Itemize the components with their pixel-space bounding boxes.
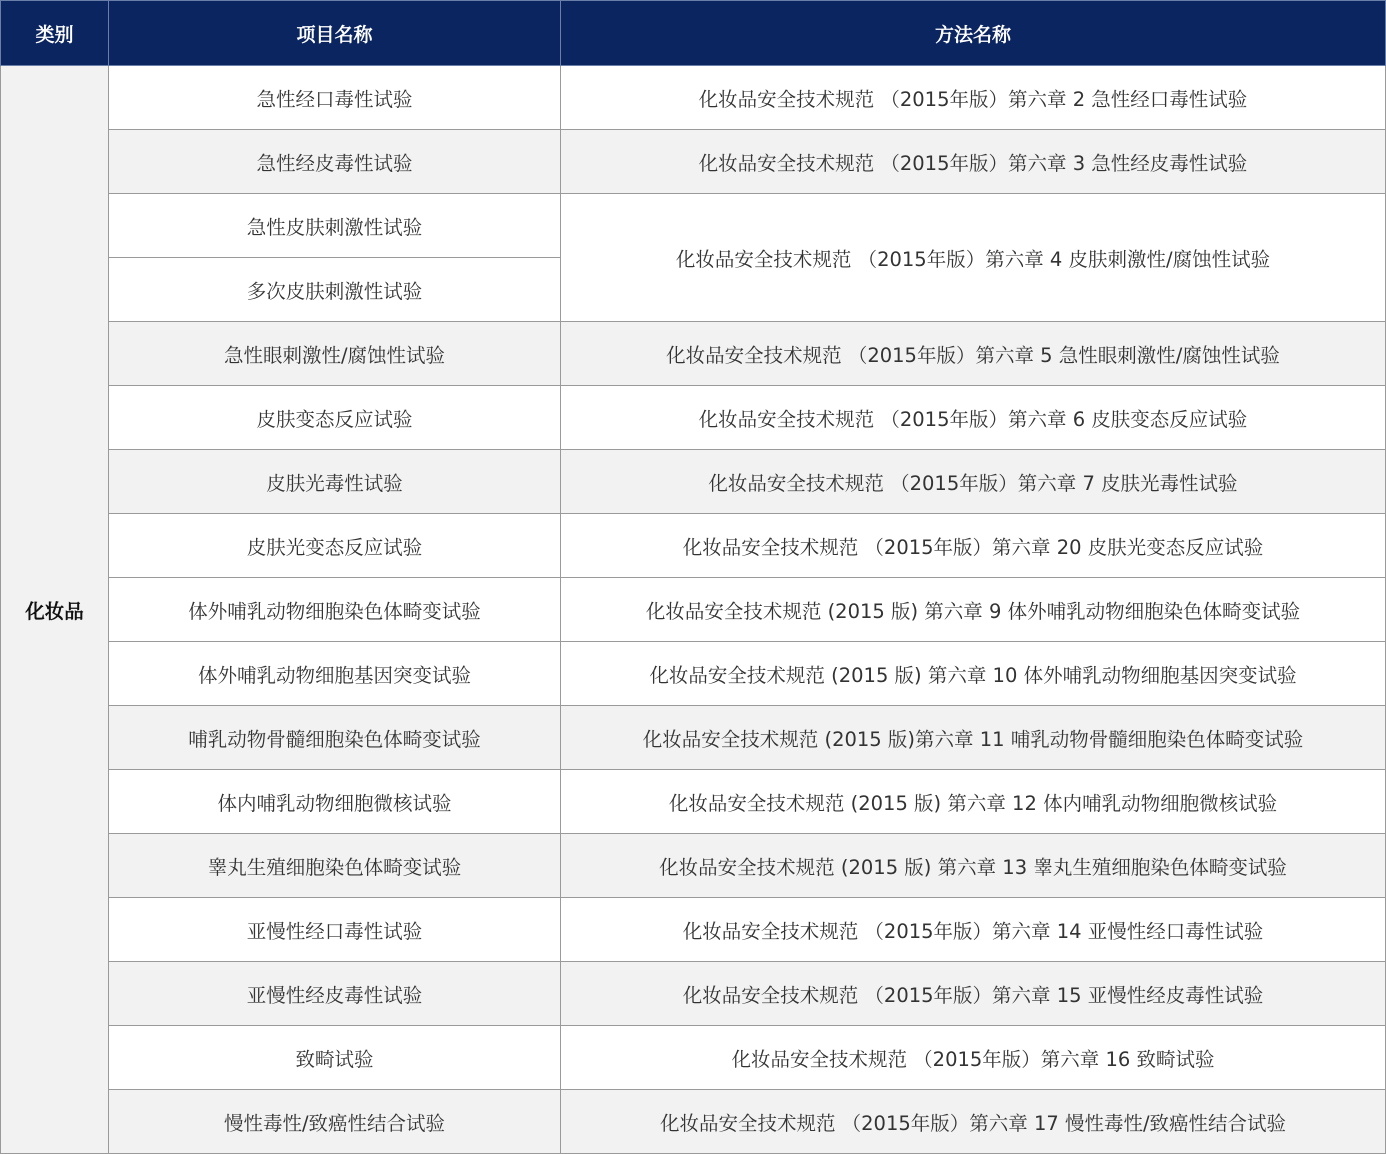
method-name-cell: 化妆品安全技术规范 （2015年版）第六章 3 急性经皮毒性试验 — [561, 130, 1386, 194]
method-name-cell: 化妆品安全技术规范 （2015年版）第六章 4 皮肤刺激性/腐蚀性试验 — [561, 194, 1386, 322]
item-name-cell: 多次皮肤刺激性试验 — [109, 258, 561, 322]
category-cell: 化妆品 — [1, 66, 109, 1154]
item-name-cell: 皮肤变态反应试验 — [109, 386, 561, 450]
method-name-cell: 化妆品安全技术规范 (2015 版) 第六章 9 体外哺乳动物细胞染色体畸变试验 — [561, 578, 1386, 642]
table-header-row — [1, 1, 1386, 66]
table-row — [1, 578, 1386, 642]
item-name-cell: 急性经口毒性试验 — [109, 66, 561, 130]
item-name-cell: 急性皮肤刺激性试验 — [109, 194, 561, 258]
item-name-cell: 哺乳动物骨髓细胞染色体畸变试验 — [109, 706, 561, 770]
table-row — [1, 642, 1386, 706]
item-name-cell: 亚慢性经口毒性试验 — [109, 898, 561, 962]
item-name-cell: 体外哺乳动物细胞染色体畸变试验 — [109, 578, 561, 642]
table-row — [1, 1090, 1386, 1154]
table-row — [1, 386, 1386, 450]
method-name-cell: 化妆品安全技术规范 （2015年版）第六章 2 急性经口毒性试验 — [561, 66, 1386, 130]
method-name-cell: 化妆品安全技术规范 （2015年版）第六章 20 皮肤光变态反应试验 — [561, 514, 1386, 578]
header-category: 类别 — [1, 1, 109, 66]
method-name-cell: 化妆品安全技术规范 (2015 版) 第六章 10 体外哺乳动物细胞基因突变试验 — [561, 642, 1386, 706]
table-row — [1, 66, 1386, 130]
item-name-cell: 致畸试验 — [109, 1026, 561, 1090]
method-name-cell: 化妆品安全技术规范 （2015年版）第六章 14 亚慢性经口毒性试验 — [561, 898, 1386, 962]
item-name-cell: 睾丸生殖细胞染色体畸变试验 — [109, 834, 561, 898]
table-row — [1, 898, 1386, 962]
item-name-cell: 体内哺乳动物细胞微核试验 — [109, 770, 561, 834]
method-name-cell: 化妆品安全技术规范 （2015年版）第六章 6 皮肤变态反应试验 — [561, 386, 1386, 450]
table-row — [1, 450, 1386, 514]
method-name-cell: 化妆品安全技术规范 (2015 版) 第六章 13 睾丸生殖细胞染色体畸变试验 — [561, 834, 1386, 898]
table-row — [1, 770, 1386, 834]
method-name-cell: 化妆品安全技术规范 （2015年版）第六章 17 慢性毒性/致癌性结合试验 — [561, 1090, 1386, 1154]
table-row — [1, 706, 1386, 770]
table-row — [1, 194, 1386, 258]
item-name-cell: 亚慢性经皮毒性试验 — [109, 962, 561, 1026]
item-name-cell: 慢性毒性/致癌性结合试验 — [109, 1090, 561, 1154]
item-name-cell: 急性经皮毒性试验 — [109, 130, 561, 194]
header-method-name: 方法名称 — [561, 1, 1386, 66]
method-name-cell: 化妆品安全技术规范 （2015年版）第六章 15 亚慢性经皮毒性试验 — [561, 962, 1386, 1026]
item-name-cell: 皮肤光毒性试验 — [109, 450, 561, 514]
method-name-cell: 化妆品安全技术规范 (2015 版)第六章 11 哺乳动物骨髓细胞染色体畸变试验 — [561, 706, 1386, 770]
item-name-cell: 皮肤光变态反应试验 — [109, 514, 561, 578]
method-name-cell: 化妆品安全技术规范 （2015年版）第六章 16 致畸试验 — [561, 1026, 1386, 1090]
method-name-cell: 化妆品安全技术规范 (2015 版) 第六章 12 体内哺乳动物细胞微核试验 — [561, 770, 1386, 834]
method-name-cell: 化妆品安全技术规范 （2015年版）第六章 5 急性眼刺激性/腐蚀性试验 — [561, 322, 1386, 386]
table-row — [1, 514, 1386, 578]
table-row — [1, 1026, 1386, 1090]
header-item-name: 项目名称 — [109, 1, 561, 66]
method-name-cell: 化妆品安全技术规范 （2015年版）第六章 7 皮肤光毒性试验 — [561, 450, 1386, 514]
table-row — [1, 130, 1386, 194]
item-name-cell: 体外哺乳动物细胞基因突变试验 — [109, 642, 561, 706]
item-name-cell: 急性眼刺激性/腐蚀性试验 — [109, 322, 561, 386]
table-row — [1, 834, 1386, 898]
table-row — [1, 962, 1386, 1026]
table-row — [1, 322, 1386, 386]
